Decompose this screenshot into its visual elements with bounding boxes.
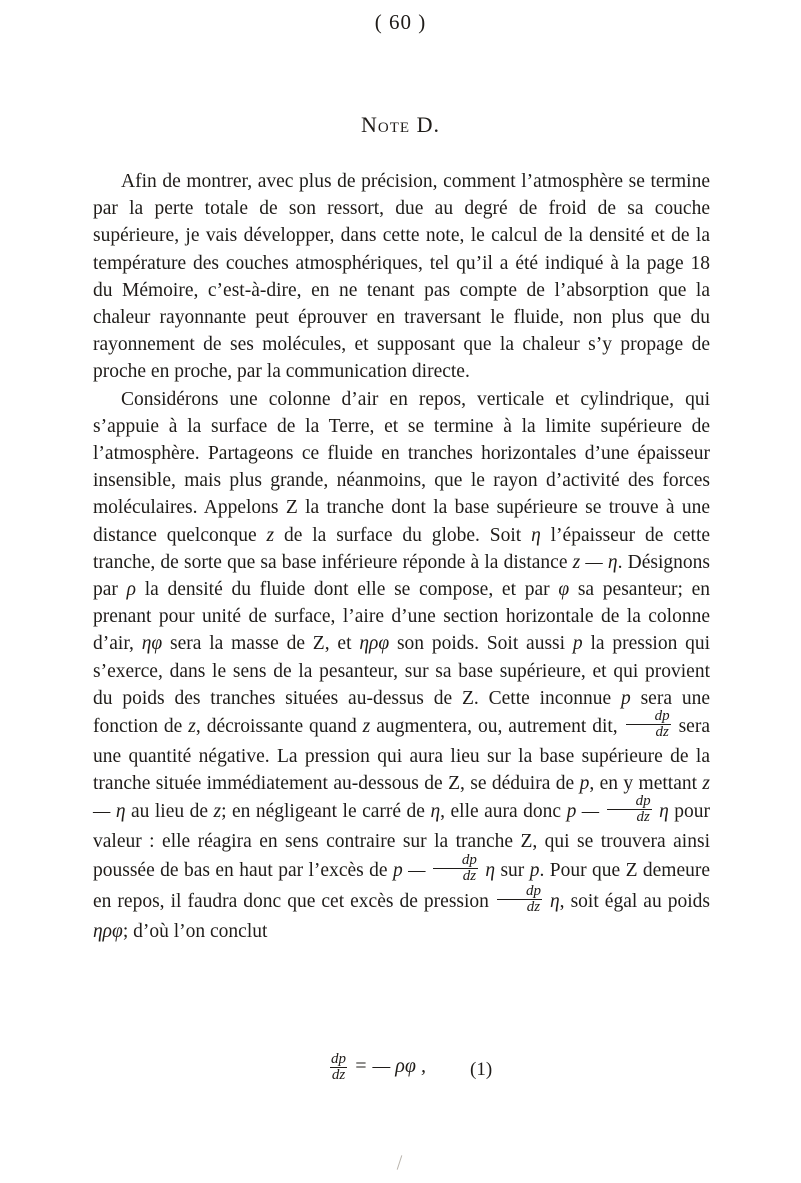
symbol-p-minus: p — bbox=[392, 859, 426, 881]
symbol-z: z bbox=[266, 524, 275, 546]
text-run: sera une fonction de bbox=[93, 687, 710, 738]
fraction-dp-dz: $\frac{dp}{dz}$ bbox=[331, 1051, 346, 1083]
symbol-eta-rho-phi: ηρφ bbox=[359, 633, 390, 655]
symbol-eta-phi: ηφ bbox=[141, 633, 163, 655]
symbol-z-minus-eta: z — η bbox=[572, 551, 618, 573]
text-run: la densité du fluide dont elle se compose, et par bbox=[144, 579, 550, 601]
symbol-eta: η bbox=[485, 859, 496, 881]
symbol-z: z bbox=[362, 716, 371, 738]
symbol-z: z bbox=[188, 716, 196, 738]
symbol-p: p bbox=[579, 773, 590, 795]
text-run: augmentera, ou, autrement dit, bbox=[376, 716, 618, 738]
symbol-eta-rho-phi: ηρφ bbox=[93, 920, 123, 942]
equation-expression bbox=[328, 1052, 426, 1083]
symbol-eta: η bbox=[430, 801, 441, 823]
paragraph-1: Afin de montrer, avec plus de précision, comment l’atmosphère se termine par la perte totale de son ressort, due au degré de froid de sa couche supérieure, je vais développer, dans cette note, le calcul de la densité et de la température des couches atmosphériques, tel qu’il a été indiqué à la page 18 du Mémoire, c’est-à-dire, en ne tenant pas compte de l’absorption que la chaleur rayonnante peut éprouver en traversant le fluide, non plus que du rayonnement de ses molécules, et supposant que la chaleur s’y propage de proche en proche, par la communication directe. bbox=[93, 171, 710, 383]
text-run: l’épaisseur de cette tranche, de sorte que sa base inférieure réponde à la distance bbox=[93, 524, 711, 573]
symbol-eta: η bbox=[659, 801, 669, 823]
symbol-p: p bbox=[620, 687, 631, 709]
text-run: sa pesanteur; en prenant pour unité de surface, l’aire d’une section horizontale de la colonne d’air, bbox=[93, 579, 711, 655]
text-run: , en y mettant bbox=[589, 773, 698, 795]
text-run: , décroissante quand bbox=[195, 716, 357, 738]
symbol-p: p bbox=[529, 859, 540, 881]
text-run: ; en négligeant le carré de bbox=[221, 801, 425, 823]
text-run: . Pour que Z demeure en repos, il faudra donc que cet excès de pression bbox=[93, 859, 711, 912]
text-run: au lieu de bbox=[130, 801, 208, 823]
symbol-p: p bbox=[572, 633, 583, 655]
equation-1 bbox=[0, 1052, 801, 1092]
text-run: son poids. Soit aussi bbox=[396, 633, 566, 655]
fraction-dp-dz: $\frac{dp}{dz}$ bbox=[433, 853, 478, 884]
symbol-eta: η bbox=[531, 524, 541, 546]
text-run: la pression qui s’exerce, dans le sens de la pesanteur, sur sa base supérieure, et qui provient du poids des tranches situées au-dessus de Z. Cette inconnue bbox=[93, 633, 711, 709]
text-run: . Désignons par bbox=[93, 551, 711, 601]
text-run: pour valeur : elle réagira en sens contraire sur la tranche Z, qui se trouvera ainsi poussée de bas en haut par l’excès de bbox=[93, 801, 711, 881]
symbol-rho: ρ bbox=[126, 579, 136, 601]
text-run: , elle aura donc bbox=[440, 801, 562, 823]
symbol-z-minus-eta: z — η bbox=[93, 773, 711, 823]
symbol-phi: φ bbox=[558, 579, 570, 601]
body-text bbox=[93, 168, 710, 945]
symbol-eta: η bbox=[549, 890, 560, 912]
page-mark bbox=[397, 1155, 403, 1170]
text-run: sera la masse de Z, et bbox=[170, 633, 352, 655]
text-run: Considérons une colonne d’air en repos, verticale et cylindrique, qui s’appuie à la surface de la Terre, et se termine à la limite supérieure de l’atmosphère. Partageons ce fluide en tranches horizontales d’une épaisseur insensible, mais plus grande, néanmoins, que le rayon d’activité des forces moléculaires. Appelons Z la tranche dont la base supérieure se trouve à une distance quelconque bbox=[93, 388, 710, 546]
page-number: ( 60 ) bbox=[374, 10, 427, 34]
note-title: Note D. bbox=[361, 112, 440, 137]
equation-rhs: = — ρφ , bbox=[354, 1055, 426, 1078]
symbol-p-minus: p — bbox=[566, 801, 600, 823]
text-run: ; d’où l’on conclut bbox=[122, 920, 268, 942]
text-run: , soit égal au poids bbox=[559, 890, 710, 912]
fraction-dp-dz: $\frac{dp}{dz}$ bbox=[607, 794, 652, 825]
text-run: sur bbox=[500, 859, 525, 881]
paragraph-2 bbox=[93, 386, 710, 945]
fraction-dp-dz: $\frac{dp}{dz}$ bbox=[626, 709, 671, 740]
symbol-z: z bbox=[213, 801, 222, 823]
fraction-dp-dz: $\frac{dp}{dz}$ bbox=[497, 884, 542, 915]
text-run: sera une quantité négative. La pression qui aura lieu sur la base supérieure de la tranche située immédiatement au-dessous de Z, se déduira de bbox=[93, 716, 710, 795]
text-run: de la surface du globe. Soit bbox=[283, 524, 522, 546]
equation-number: (1) bbox=[470, 1059, 493, 1080]
